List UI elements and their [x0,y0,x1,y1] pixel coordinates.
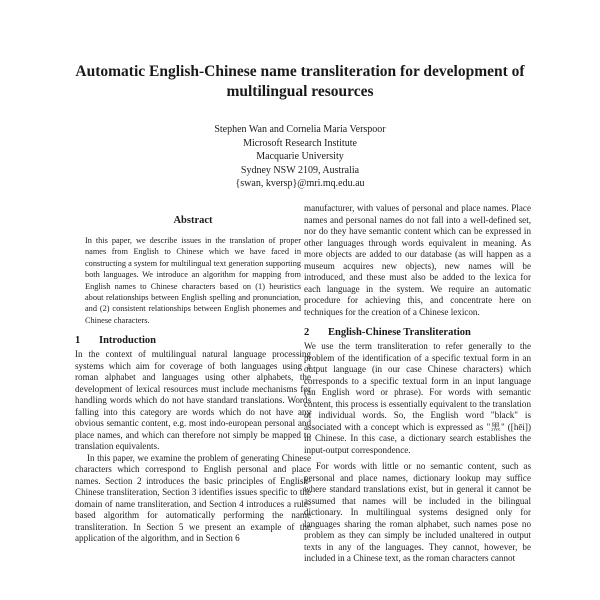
section-2-paragraph-1: We use the term transliteration to refer generally to the problem of the identification of a specific textual form in an output language (in our case Chinese characters) which corresponds to a specific textual form in an input language (an English word or phrase). For words with semantic content, this process is essentially equivalent to the translation of individual words. So, the English word "black" is associated with a concept which is expressed as "黑" ([hēi]) in Chinese. In this case, a dictionary search establishes the input-output correspondence. [304,341,531,455]
left-column [75,215,311,545]
author-university: Macquarie University [256,151,344,162]
section-1-title: Introduction [99,335,156,347]
author-block [150,123,450,191]
abstract-text: In this paper, we describe issues in the translation of proper names from English to Chinese which we have faced in constructing a system for multilingual text generation supporting both languages. We introduce an algorithm for mapping from English names to Chinese characters based on (1) heuristics about relationships between English spelling and pronunciation, and (2) consistent relationships between English phonemes and Chinese characters. [85,236,301,325]
section-2-heading [304,327,531,338]
author-names: Stephen Wan and Cornelia Maria Verspoor [214,124,386,135]
right-intro-paragraph: manufacturer, with values of personal and place names. Place names and personal names do not fall into a well-defined set, nor do they have semantic content which can be expressed in other languages through words equivalent in meaning. As more objects are added to our database (as will happen as a museum acquires new objects), new names will be introduced, and these must also be added to the lexica for each language in the system. We require an automatic procedure for achieving this, and concentrate here on techniques for the creation of a Chinese lexicon. [304,203,531,317]
author-email: {swan, kversp}@mri.mq.edu.au [235,178,365,189]
abstract-heading: Abstract [173,215,213,226]
section-2-title: English-Chinese Transliteration [328,327,471,338]
section-1-paragraph-1: In the context of multilingual natural language processing systems which aim for coverage of both languages using a roman alphabet and languages using other alphabets, the development of lexical resources must include mechanisms for handling words which do not have standard translations. Words falling into this category are words which do not have any obvious semantic content, e.g. most indo-european personal and place names, and which can therefore not simply be mapped to translation equivalents. [75,349,311,452]
section-2-paragraph-2: For words with little or no semantic content, such as personal and place names, dictionary lookup may suffice where standard translations exist, but in general it cannot be assumed that names will be included in the bilingual dictionary. In multilingual systems designed only for languages sharing the roman alphabet, such names pose no problem as they can simply be included unaltered in output texts in any of the languages. They cannot, however, be included in a Chinese text, as the roman characters cannot [304,461,531,563]
section-1-number: 1 [75,335,81,347]
author-address: Sydney NSW 2109, Australia [240,164,360,176]
section-1-paragraph-2: In this paper, we examine the problem of generating Chinese characters which correspond to English personal and place names. Section 2 introduces the basic principles of English-Chinese transliteration, Section 3 identifies issues specific to the domain of name transliteration, and Section 4 introduces a rule-based algorithm for automatically performing the name transliteration. In Section 5 we present an example of the application of the algorithm, and in Section 6 [75,452,311,544]
paper-title: Automatic English-Chinese name transliteration for development of multilingual resources [75,63,525,100]
author-institute: Microsoft Research Institute [243,137,357,149]
section-1-heading [75,335,311,346]
section-2-number: 2 [304,327,310,338]
right-column [304,203,531,565]
